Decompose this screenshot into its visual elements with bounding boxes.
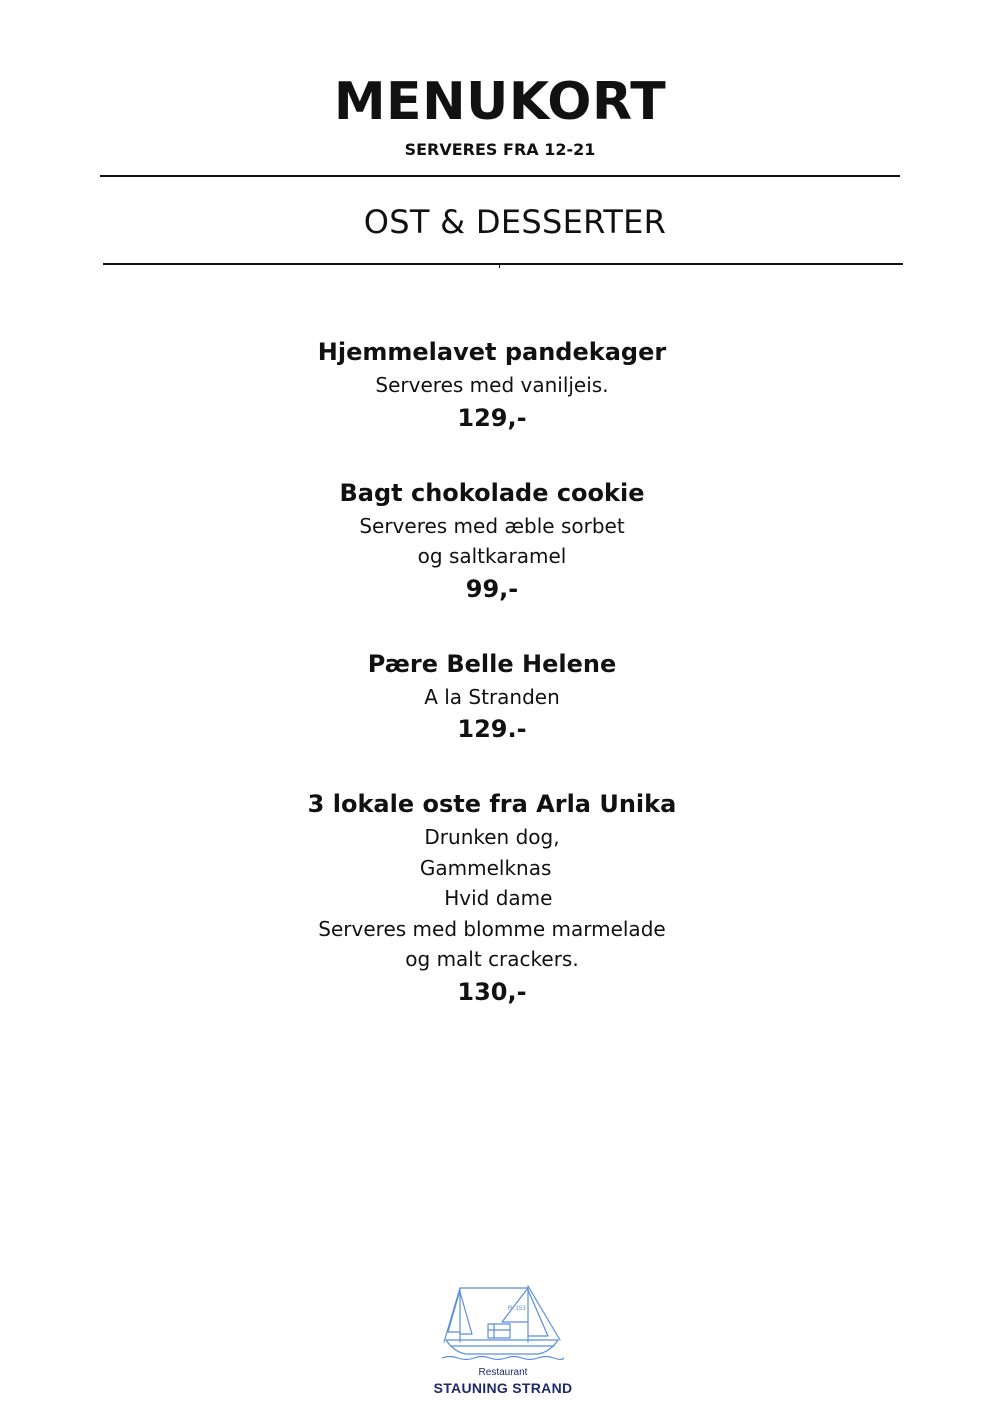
menu-item bbox=[0, 786, 984, 1010]
section-title: OST & DESSERTER bbox=[363, 203, 667, 241]
item-description: A la Stranden bbox=[424, 684, 560, 709]
logo-restaurant-label: Restaurant bbox=[478, 1367, 528, 1378]
logo-restaurant-name: STAUNING STRAND bbox=[433, 1380, 573, 1396]
restaurant-logo bbox=[430, 1282, 573, 1402]
boat-icon bbox=[442, 1282, 564, 1364]
item-price: 130,- bbox=[457, 977, 527, 1006]
item-description: Serveres med vaniljeis. bbox=[375, 373, 609, 397]
serving-hours: SERVERES FRA 12-21 bbox=[404, 140, 596, 159]
item-description: Serveres med æble sorbet og saltkaramel bbox=[359, 513, 625, 568]
item-name: Hjemmelavet pandekager bbox=[317, 338, 667, 366]
item-name: 3 lokale oste fra Arla Unika bbox=[307, 790, 677, 818]
divider-tick bbox=[499, 263, 500, 268]
menu-title: MENUKORT bbox=[333, 72, 667, 132]
boat-marking: R. 153 bbox=[508, 1306, 526, 1312]
item-price: 99,- bbox=[465, 574, 519, 603]
item-name: Pære Belle Helene bbox=[367, 649, 617, 678]
item-description: Drunken dog, Gammelknas Hvid dame Serveres med blomme marmelade og malt crackers. bbox=[318, 825, 666, 971]
menu-item bbox=[0, 646, 984, 748]
item-price: 129,- bbox=[457, 403, 527, 432]
item-price: 129.- bbox=[457, 715, 527, 743]
top-divider bbox=[100, 175, 900, 177]
bottom-divider bbox=[103, 263, 903, 265]
menu-item bbox=[0, 334, 984, 436]
menu-item bbox=[0, 475, 984, 607]
item-name: Bagt chokolade cookie bbox=[339, 478, 645, 507]
menu-list bbox=[0, 334, 984, 1049]
